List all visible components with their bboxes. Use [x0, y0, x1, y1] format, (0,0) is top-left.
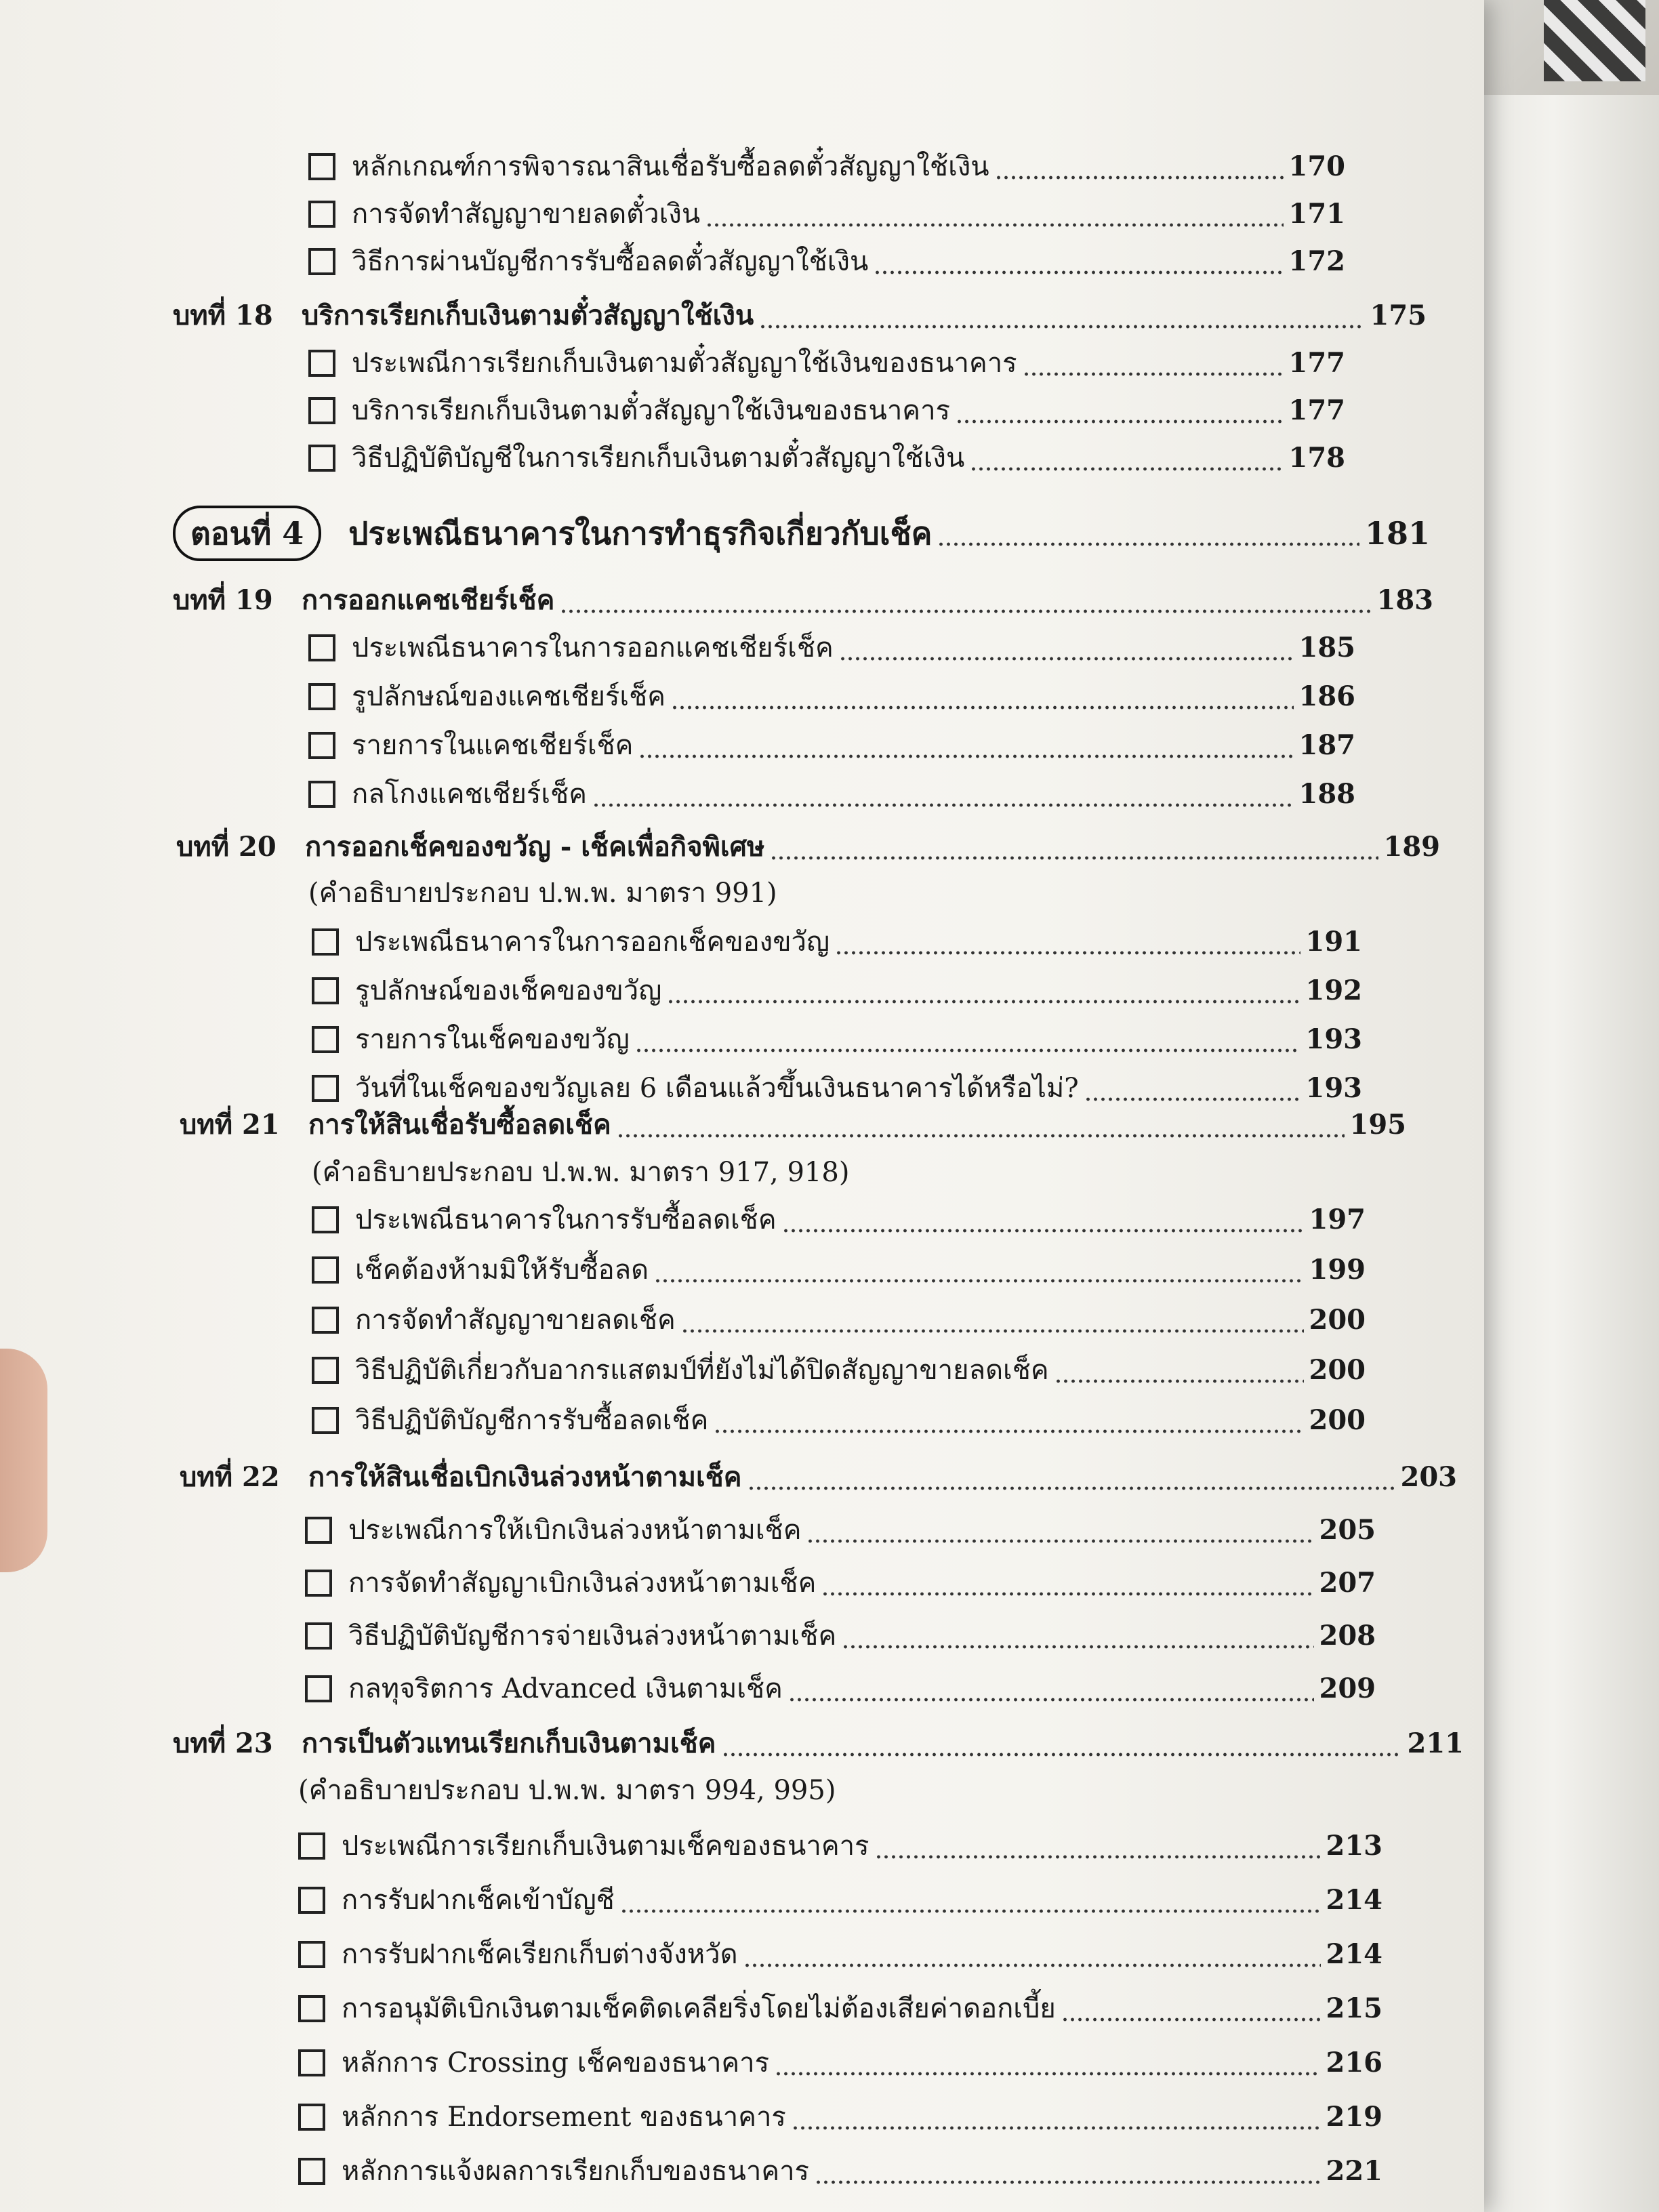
chapter-number: บทที่ 20 [176, 831, 276, 863]
checkbox-icon [308, 634, 335, 661]
toc-item-text: หลักการแจ้งผลการเรียกเก็บของธนาคาร [342, 2156, 810, 2187]
toc-item[interactable] [308, 726, 1355, 764]
chapter-title: บริการเรียกเก็บเงินตามตั๋วสัญญาใช้เงิน [302, 300, 754, 331]
toc-item[interactable] [298, 1827, 1382, 1865]
dot-leader [970, 439, 1283, 477]
checkbox-icon [308, 781, 335, 808]
toc-page-number: 172 [1288, 245, 1345, 277]
checkbox-icon [308, 397, 335, 424]
checkbox-icon [308, 683, 335, 710]
toc-item-text: วิธีปฏิบัติบัญชีการจ่ายเงินล่วงหน้าตามเช็ค [348, 1620, 837, 1652]
chapter-title: การให้สินเชื่อรับซื้อลดเช็ค [308, 1109, 611, 1141]
toc-item[interactable] [305, 1564, 1376, 1602]
checkbox-icon [312, 1206, 339, 1233]
toc-page-number: 195 [1349, 1109, 1406, 1141]
toc-page-number: 199 [1309, 1254, 1366, 1286]
chapter-number: บทที่ 23 [173, 1727, 273, 1759]
checkbox-icon [308, 732, 335, 759]
toc-page-number: 181 [1364, 515, 1430, 552]
dot-leader [681, 1301, 1304, 1339]
chapter-number: บทที่ 21 [180, 1109, 280, 1141]
chapter-title: การให้สินเชื่อเบิกเงินล่วงหน้าตามเช็ค [308, 1461, 742, 1493]
toc-item[interactable] [308, 195, 1345, 233]
toc-item[interactable] [312, 1301, 1366, 1339]
toc-item[interactable] [298, 1881, 1382, 1919]
toc-item-text: ประเพณีธนาคารในการออกแคชเชียร์เช็ค [352, 632, 834, 663]
checkbox-icon [305, 1622, 332, 1650]
toc-item-text: รูปลักษณ์ของแคชเชียร์เช็ค [352, 681, 665, 712]
toc-item[interactable] [308, 629, 1355, 667]
toc-item[interactable] [308, 439, 1345, 477]
toc-item[interactable] [298, 1936, 1382, 1973]
toc-item-text: รายการในเช็คของขวัญ [355, 1024, 630, 1055]
toc-page-number: 187 [1298, 729, 1355, 761]
toc-item-text: หลักเกณฑ์การพิจารณาสินเชื่อรับซื้อลดตั๋วสัญญาใช้เงิน [352, 151, 989, 182]
toc-item-text: การจัดทำสัญญาขายลดเช็ค [355, 1305, 676, 1336]
toc-page-number: 193 [1305, 1023, 1362, 1055]
chapter-23-heading[interactable] [173, 1725, 1464, 1763]
toc-item-text: การรับฝากเช็คเข้าบัญชี [342, 1885, 615, 1916]
dot-leader [592, 775, 1294, 813]
toc-item[interactable] [298, 1990, 1382, 2028]
checkbox-icon [308, 153, 335, 180]
dot-leader [620, 1881, 1321, 1919]
checkbox-icon [308, 201, 335, 228]
toc-page-number: 177 [1288, 347, 1345, 379]
dot-leader [815, 2152, 1320, 2190]
checkbox-icon [305, 1570, 332, 1597]
toc-page-number: 200 [1309, 1354, 1366, 1386]
toc-item-text: วิธีปฏิบัติเกี่ยวกับอากรแสตมป์ที่ยังไม่ได้ปิดสัญญาขายลดเช็ค [355, 1355, 1049, 1386]
dot-leader [775, 2044, 1320, 2082]
toc-page-number: 191 [1305, 926, 1362, 958]
background-pattern [1544, 0, 1645, 81]
chapter-21-heading[interactable] [180, 1106, 1406, 1144]
checkbox-icon [312, 1407, 339, 1434]
dot-leader [874, 243, 1283, 281]
checkbox-icon [298, 1941, 325, 1968]
toc-item-text: หลักการ Endorsement ของธนาคาร [342, 2102, 786, 2133]
dot-leader [638, 726, 1293, 764]
dot-leader [1084, 1069, 1300, 1107]
part-badge: ตอนที่ 4 [173, 506, 321, 561]
checkbox-icon [308, 248, 335, 275]
checkbox-icon [298, 2104, 325, 2131]
dot-leader [1023, 344, 1284, 382]
chapter-title: การออกเช็คของขวัญ - เช็คเพื่อกิจพิเศษ [305, 831, 765, 863]
toc-item[interactable] [312, 923, 1362, 961]
toc-item[interactable] [298, 2152, 1382, 2190]
toc-page-number: 171 [1288, 198, 1345, 230]
toc-page-number: 207 [1319, 1567, 1376, 1599]
toc-page-number: 177 [1288, 394, 1345, 426]
thumb [0, 1349, 47, 1572]
toc-item[interactable] [312, 1201, 1366, 1239]
dot-leader [759, 297, 1364, 335]
checkbox-icon [312, 977, 339, 1004]
toc-item-text: การจัดทำสัญญาเบิกเงินล่วงหน้าตามเช็ค [348, 1568, 817, 1599]
dot-leader [995, 148, 1284, 186]
toc-item-text: กลโกงแคชเชียร์เช็ค [352, 779, 587, 810]
dot-leader [821, 1564, 1313, 1602]
toc-item-text: ประเพณีการเรียกเก็บเงินตามเช็คของธนาคาร [342, 1830, 869, 1862]
dot-leader [1054, 1351, 1304, 1389]
dot-leader [705, 195, 1283, 233]
toc-page-number: 186 [1298, 680, 1355, 712]
dot-leader [770, 828, 1378, 866]
dot-leader [1061, 1990, 1321, 2028]
chapter-19-heading[interactable] [173, 581, 1433, 619]
chapter-20-heading[interactable] [176, 828, 1440, 866]
dot-leader [722, 1725, 1402, 1763]
toc-item[interactable] [308, 148, 1345, 186]
toc-item-text: วิธีปฏิบัติบัญชีการรับซื้อลดเช็ค [355, 1405, 709, 1436]
toc-item-text: รายการในแคชเชียร์เช็ค [352, 730, 634, 761]
toc-item[interactable] [305, 1617, 1376, 1655]
toc-page-number: 185 [1298, 632, 1355, 663]
chapter-number: บทที่ 22 [180, 1461, 280, 1493]
toc-item-text: วิธีปฏิบัติบัญชีในการเรียกเก็บเงินตามตั๋วสัญญาใช้เงิน [352, 443, 965, 474]
toc-item[interactable] [308, 678, 1355, 716]
dot-leader [782, 1201, 1304, 1239]
toc-item[interactable] [312, 1401, 1366, 1439]
toc-item[interactable] [312, 1021, 1362, 1059]
chapter-22-heading[interactable] [180, 1458, 1457, 1496]
toc-page-number: 221 [1326, 2155, 1382, 2187]
toc-item[interactable] [308, 775, 1355, 813]
toc-item[interactable] [312, 1251, 1366, 1289]
toc-page-number: 200 [1309, 1404, 1366, 1436]
toc-page-number: 219 [1326, 2101, 1382, 2133]
toc-item[interactable] [312, 1351, 1366, 1389]
dot-leader [788, 1670, 1314, 1708]
dot-leader [743, 1936, 1321, 1973]
toc-item-text: การอนุมัติเบิกเงินตามเช็คติดเคลียริ่งโดยไม่ต้องเสียค่าดอกเบี้ย [342, 1993, 1056, 2024]
toc-item-text: วิธีการผ่านบัญชีการรับซื้อลดตั๋วสัญญาใช้เงิน [352, 246, 869, 277]
adjacent-page [1483, 0, 1659, 2212]
toc-page-number: 216 [1326, 2047, 1382, 2078]
chapter-note: (คำอธิบายประกอบ ป.พ.พ. มาตรา 991) [308, 878, 777, 909]
toc-item-text: กลทุจริตการ Advanced เงินตามเช็ค [348, 1673, 783, 1704]
chapter-title: การเป็นตัวแทนเรียกเก็บเงินตามเช็ค [302, 1727, 716, 1759]
checkbox-icon [312, 1026, 339, 1053]
toc-item[interactable] [298, 2044, 1382, 2082]
toc-item[interactable] [312, 1069, 1362, 1107]
dot-leader [635, 1021, 1300, 1059]
toc-page-number: 197 [1309, 1204, 1366, 1235]
dot-leader [747, 1458, 1395, 1496]
checkbox-icon [305, 1675, 332, 1702]
toc-page-number: 209 [1319, 1673, 1376, 1704]
chapter-18-heading[interactable] [173, 297, 1427, 335]
toc-item-text: เช็คต้องห้ามมิให้รับซื้อลด [355, 1254, 649, 1286]
toc-item-text: ประเพณีธนาคารในการออกเช็คของขวัญ [355, 926, 830, 958]
checkbox-icon [308, 350, 335, 377]
toc-item-text: การรับฝากเช็คเรียกเก็บต่างจังหวัด [342, 1939, 738, 1970]
toc-page-number: 214 [1326, 1884, 1382, 1916]
checkbox-icon [298, 1887, 325, 1914]
toc-page-number: 175 [1370, 300, 1427, 331]
toc-item[interactable] [312, 972, 1362, 1010]
toc-page-number: 203 [1400, 1461, 1457, 1493]
toc-item[interactable] [298, 2098, 1382, 2136]
toc-page-number: 178 [1288, 442, 1345, 474]
dot-leader [875, 1827, 1321, 1865]
part-4-heading[interactable] [173, 510, 1430, 557]
dot-leader [839, 629, 1294, 667]
toc-item-text: ประเพณีการเรียกเก็บเงินตามตั๋วสัญญาใช้เงินของธนาคาร [352, 348, 1017, 379]
toc-item-text: การจัดทำสัญญาขายลดตั๋วเงิน [352, 199, 701, 230]
chapter-title: การออกแคชเชียร์เช็ค [302, 584, 555, 616]
dot-leader [617, 1106, 1345, 1144]
toc-item[interactable] [305, 1670, 1376, 1708]
toc-page-number: 189 [1383, 831, 1440, 863]
toc-page-number: 183 [1376, 584, 1433, 616]
toc-item-text: ประเพณีการให้เบิกเงินล่วงหน้าตามเช็ค [348, 1515, 802, 1546]
dot-leader [667, 972, 1300, 1010]
dot-leader [714, 1401, 1303, 1439]
checkbox-icon [312, 1256, 339, 1284]
chapter-number: บทที่ 19 [173, 584, 273, 616]
checkbox-icon [312, 1307, 339, 1334]
toc-page-number: 208 [1319, 1620, 1376, 1652]
toc-page-number: 211 [1407, 1727, 1464, 1759]
part-title: ประเพณีธนาคารในการทำธุรกิจเกี่ยวกับเช็ค [348, 515, 933, 552]
toc-page-number: 215 [1326, 1992, 1382, 2024]
dot-leader [654, 1251, 1303, 1289]
dot-leader [671, 678, 1294, 716]
toc-item[interactable] [308, 392, 1345, 430]
dot-leader [842, 1617, 1313, 1655]
checkbox-icon [298, 1995, 325, 2022]
chapter-note: (คำอธิบายประกอบ ป.พ.พ. มาตรา 917, 918) [312, 1157, 850, 1188]
dot-leader [835, 923, 1300, 961]
toc-item[interactable] [305, 1511, 1376, 1549]
dot-leader [792, 2098, 1321, 2136]
checkbox-icon [308, 445, 335, 472]
toc-item-text: หลักการ Crossing เช็คของธนาคาร [342, 2047, 770, 2078]
checkbox-icon [312, 1357, 339, 1384]
toc-page-number: 214 [1326, 1938, 1382, 1970]
toc-page-number: 213 [1326, 1830, 1382, 1862]
toc-page-number: 188 [1298, 778, 1355, 810]
dot-leader [560, 581, 1371, 619]
toc-page-number: 193 [1305, 1072, 1362, 1104]
toc-item[interactable] [308, 344, 1345, 382]
dot-leader [956, 392, 1283, 430]
checkbox-icon [312, 1075, 339, 1102]
toc-item-text: ประเพณีธนาคารในการรับซื้อลดเช็ค [355, 1204, 777, 1235]
toc-item-text: รูปลักษณ์ของเช็คของขวัญ [355, 975, 662, 1006]
checkbox-icon [298, 2158, 325, 2185]
toc-page-number: 205 [1319, 1514, 1376, 1546]
chapter-number: บทที่ 18 [173, 300, 273, 331]
checkbox-icon [298, 2049, 325, 2076]
checkbox-icon [298, 1832, 325, 1860]
toc-item-text: บริการเรียกเก็บเงินตามตั๋วสัญญาใช้เงินของธนาคาร [352, 395, 951, 426]
toc-item-text: วันที่ในเช็คของขวัญเลย 6 เดือนแล้วขึ้นเงินธนาคารได้หรือไม่? [355, 1073, 1079, 1104]
toc-page-number: 170 [1288, 150, 1345, 182]
toc-item[interactable] [308, 243, 1345, 281]
checkbox-icon [312, 928, 339, 956]
chapter-note: (คำอธิบายประกอบ ป.พ.พ. มาตรา 994, 995) [298, 1775, 836, 1806]
toc-page-number: 200 [1309, 1304, 1366, 1336]
dot-leader [937, 514, 1359, 552]
dot-leader [806, 1511, 1313, 1549]
checkbox-icon [305, 1517, 332, 1544]
toc-page-number: 192 [1305, 975, 1362, 1006]
